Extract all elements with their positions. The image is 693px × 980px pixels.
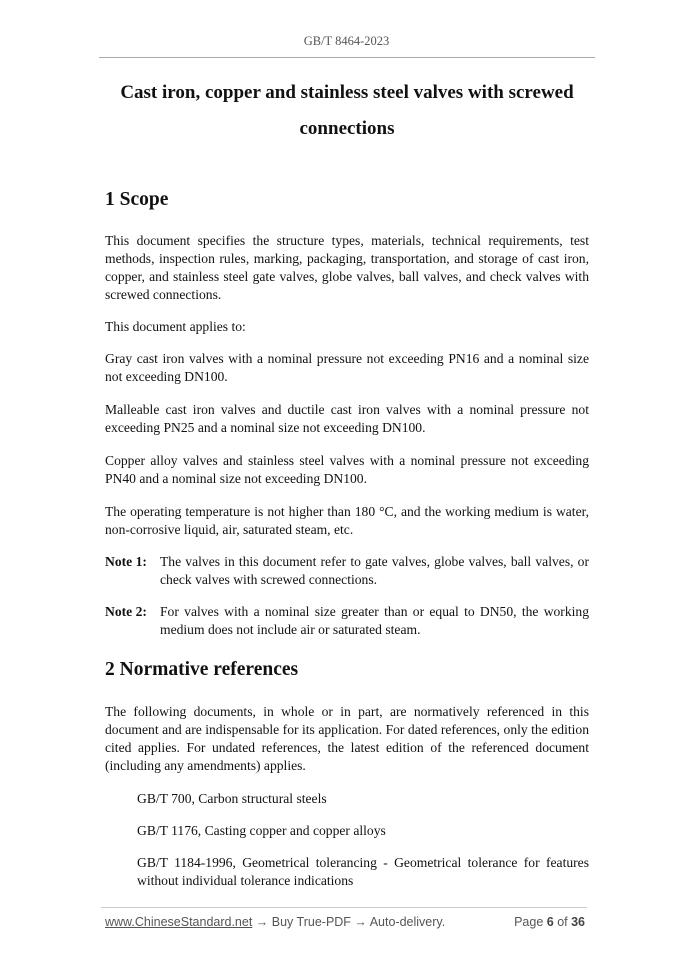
document-id-header: GB/T 8464-2023 <box>303 34 390 48</box>
scope-paragraph: Gray cast iron valves with a nominal pressure not exceeding PN16 and a nominal size not exceeding DN100. <box>105 351 589 384</box>
document-title-line2: connections <box>299 118 395 139</box>
scope-paragraph: Malleable cast iron valves and ductile cast iron valves with a nominal pressure not exceeding PN25 and a nominal size not exceeding DN100. <box>105 402 589 435</box>
page-word: Page <box>514 915 547 929</box>
note-1 <box>105 553 589 589</box>
note-2 <box>105 603 589 639</box>
note-label: Note 1: <box>105 554 147 569</box>
scope-paragraph: Copper alloy valves and stainless steel valves with a nominal pressure not exceeding PN40 and a nominal size not exceeding DN100. <box>105 453 589 486</box>
page-total: 36 <box>571 915 585 929</box>
reference-item: GB/T 700, Carbon structural steels <box>137 791 327 806</box>
header-divider <box>99 57 595 58</box>
note-text: The valves in this document refer to gate valves, globe valves, ball valves, or check valves with screwed connections. <box>160 554 589 587</box>
references-paragraph: The following documents, in whole or in part, are normatively referenced in this document and are indispensable for its application. For dated references, only the edition cited applies. For undated references, the latest edition of the referenced document (including any amendments) applies. <box>105 704 589 773</box>
footer-divider <box>101 907 587 908</box>
section-heading-scope: 1 Scope <box>105 189 169 210</box>
scope-paragraph: This document specifies the structure types, materials, technical requirements, test methods, inspection rules, marking, packaging, transportation, and storage of cast iron, copper, and stainless steel gate valves, globe valves, ball valves, and check valves with screwed connections. <box>105 233 589 302</box>
page-number: 6 <box>546 915 554 929</box>
section-heading-normative-references: 2 Normative references <box>105 659 299 680</box>
of-word: of <box>553 915 572 929</box>
note-text: For valves with a nominal size greater than or equal to DN50, the working medium does not include air or saturated steam. <box>160 604 589 637</box>
page-indicator <box>514 915 585 929</box>
reference-item: GB/T 1176, Casting copper and copper alloys <box>137 823 386 838</box>
footer-promo <box>105 915 445 929</box>
note-label: Note 2: <box>105 604 147 619</box>
website-link[interactable]: www.ChineseStandard.net <box>105 915 253 929</box>
reference-item: GB/T 1184-1996, Geometrical tolerancing - Geometrical tolerance for features without individual tolerance indications <box>137 855 589 888</box>
scope-paragraph: The operating temperature is not higher than 180 °C, and the working medium is water, non-corrosive liquid, air, saturated steam, etc. <box>105 504 589 537</box>
page-footer <box>105 915 585 929</box>
scope-paragraph: This document applies to: <box>105 319 246 334</box>
document-title-line1: Cast iron, copper and stainless steel valves with screwed <box>120 82 574 103</box>
footer-tagline: → Buy True-PDF → Auto-delivery. <box>252 915 446 929</box>
